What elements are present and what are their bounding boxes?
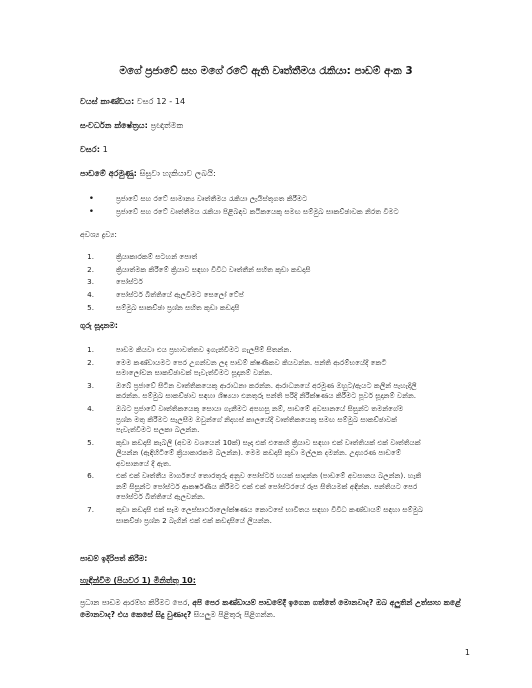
list-item: 4. ඔබට ප්‍රජාවේ වෘත්තිකයෙකු සොයා ගැනීමට අපහසු නම්, පාඩමේ අවසානයේ සිසුන්ට තමන්ගේම ප්‍රශ්න මතු කිරීමට සැලසීම ඔවුන්ගේ නිදහස් කාලයේදී වෘත්තිකයෙකු සමඟ සම්මුඛ සාකච්ඡාවක් පැවැත්වීමට සලකා බලන්න. xyxy=(87,404,404,435)
teacher-prep-label: ගුරු සූදානම: xyxy=(80,321,118,330)
materials-label: අවශ්‍ය ද්‍රව්‍ය: xyxy=(80,230,117,239)
bullet-icon: • xyxy=(88,194,94,204)
list-item: 2. මෙම කණ්ඩායමට පෙර උගන්වන ලද පාඩම් ක්ෂණිකව කියවන්න. පන්ති ආරම්භයේදී කෙටි සමාලෝචන සාකච්ඡාවක් පැවැත්වීමට සූදානම් වන්න. xyxy=(87,357,387,378)
list-item: 7. කුඩා කඩදාසි එක් සෑම ලෙස්සාර්ථාලෝක්ෂණය කොටසේ භාවිතය සඳහා විවිධ කණ්ඩායම් සඳහා සම්මුඛ සාකච්ඡා ප්‍රශ්න 2 බැගින් එක් එක් කඩදාසියේ ලියන්න. xyxy=(87,505,424,525)
list-item: 6. එක් එක් වෘත්තීය මාර්ගයේ තොරතුරු අනුව පෝස්ටර් හයක් සාදන්න (පාඩමේ අවසානය බලන්න). හැකි නම් සිසුන්ට පෝස්ටර් ආකර්ෂණීය කිරීමට එක් එක් පෝස්ටරයේ රූප සිතියමක් අඳින්න. පන්තියට පෙර පෝස්ටර් බිත්තියේ ඇලවන්න. xyxy=(87,471,422,502)
year-line xyxy=(80,144,108,155)
list-item: 4. පෝස්ටර් බිත්තියේ ඇලවීමට සෙලෝ ටේප් xyxy=(87,290,244,300)
materials-list xyxy=(80,252,475,315)
page-number: 1 xyxy=(464,648,470,657)
intro-questions: අපි පෙර කණ්ඩායම් පාඩමේදී ඉගෙන ගත්තේ මොනවාද? ඔබ අලුතින් උත්සාහ කළේ මොනවාද? එය කෙසේ සිදු වුණාද? xyxy=(80,598,461,619)
age-group-label: වයස් කාණ්ඩය: xyxy=(80,96,135,106)
list-item: 1. ක්‍රියාකාරකම් සටහන් පොත් xyxy=(87,252,198,261)
list-item: 3. පෝස්ටර් xyxy=(87,277,143,287)
intro-paragraph xyxy=(80,597,476,621)
list-item: • ප්‍රජාවේ සහ රටේ වෘත්තීමය රැකියා පිළිබඳව කථිකයෙකු සමඟ සම්මුඛ සාකච්ඡාවක නිරත වීමට xyxy=(80,207,475,218)
intro-text: ප්‍රධාන පාඩම ආරම්භ කිරීමට පෙර, xyxy=(80,598,193,607)
bullet-icon: • xyxy=(88,206,94,217)
list-item: 5. කුඩා කඩදාසි කැබලි (අවම වශයෙන් 10ක්) සෑදා එක් එකෙහි ක්‍රියාව සඳහා එක් වෘත්තියක් එක් වෘත්තියක් ලියන්න (ඇඳිහිටිමේ ක්‍රියාකාරකම බලන්න). මෙම කඩදාසි කුඩා මල්ලක දමන්න. උදාහරණ පාඩමේ අවසානයේ දී ඇත. xyxy=(87,437,421,468)
teacher-prep-list xyxy=(80,345,475,528)
lesson-title: මගේ ප්‍රජාවේ සහ මගේ රටේ ඇති වෘත්තීමය රැකියා: පාඩම් අංක 3 xyxy=(119,65,413,77)
development-area-label: සංවර්ධන ක්ෂේත්‍රය: xyxy=(80,120,148,130)
age-group-value: වසර 12 - 14 xyxy=(136,96,186,106)
intro-section-heading: හැඳින්වීම (පියවර 1) මිනිත්තු 10: xyxy=(80,576,196,585)
activity-label: පාඩම් ඉදිරිපත් කිරීම: xyxy=(80,554,148,563)
list-item: 2. ක්‍රියාත්මක කිරීමේ ක්‍රියාව සඳහා විවිධ වෘත්තීන් සහිත කුඩා කඩදාසි xyxy=(87,264,311,274)
objectives-intro: සිසුවා හැකියාව ලබයි: xyxy=(139,168,216,178)
development-area-line xyxy=(80,120,183,131)
intro-instruction: සියලුම පිළිතුරු පිළිගන්න. xyxy=(191,610,276,619)
list-item: 1. පාඩම කියවා එය ප්‍රභාවත්තව ඉගැන්වීමට ගැලපීම් සිතන්න. xyxy=(87,345,292,354)
age-group-line xyxy=(80,96,185,107)
list-item: 5. සම්මුඛ සාකච්ඡා ප්‍රශ්න සහිත කුඩා කඩදාසි xyxy=(87,302,240,312)
objectives-list xyxy=(80,194,475,219)
list-item: • ප්‍රජාවේ සහ රටේ සාමාන්‍ය වෘත්තීමය රැකියා ලැයිස්තුගත කිරීමට xyxy=(80,194,475,205)
list-item: 3. ඔබේ ප්‍රජාවේ සිටින වෘත්තිකයෙකු ආරාධනා කරන්න. ආරාධනයේ අරමුණ ඔහුට/ඇයට කලින් පැහැදිලි කරන්න. සම්මුඛ සාකච්ඡාව සඳහා ශිෂ්‍යයා එනතුරු පන්ති පරිදි නිරීක්ෂණය කිරීමට පූර්ව සූදානම් වන්න. xyxy=(87,380,417,401)
objectives-line xyxy=(80,168,216,179)
year-label: වසර: xyxy=(80,144,100,154)
development-area-value: ප්‍රඥාත්මක xyxy=(150,120,184,130)
objectives-label: පාඩමේ අරමුණු: xyxy=(80,168,137,178)
year-value: 1 xyxy=(102,144,108,154)
